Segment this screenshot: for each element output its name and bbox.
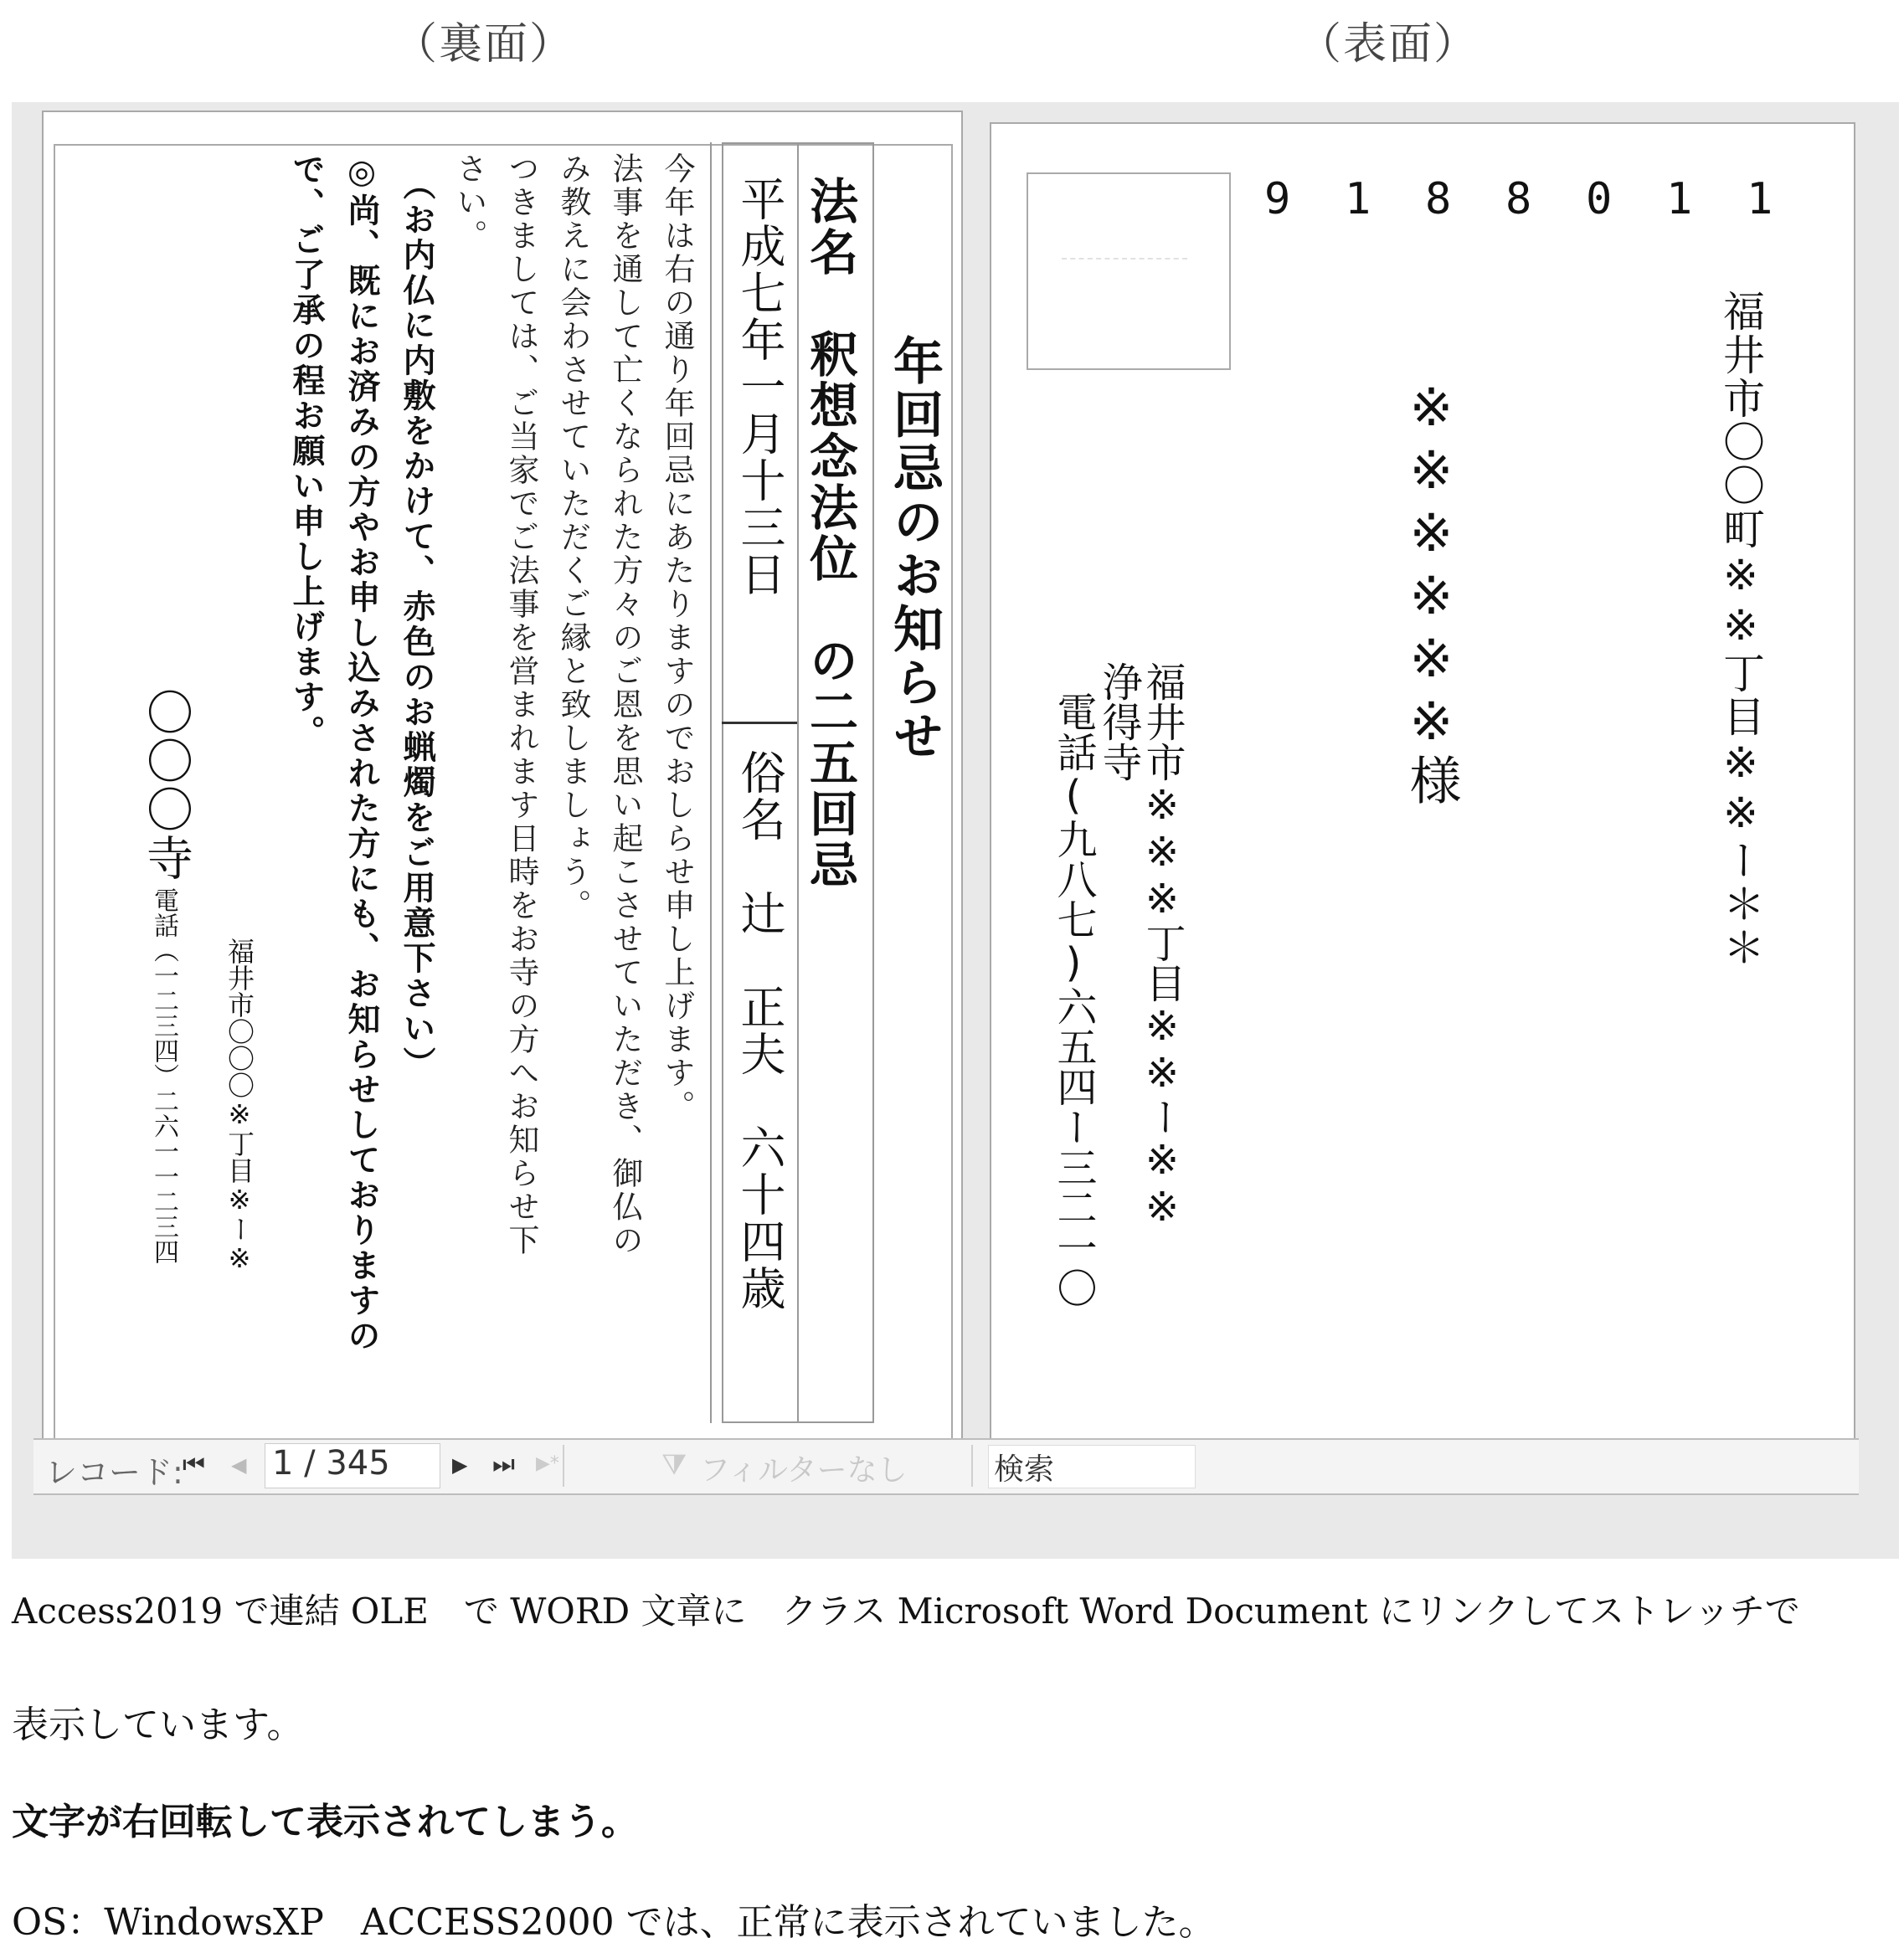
temple-name: 〇〇〇寺 [139,688,193,882]
stamp-box [1027,172,1231,370]
zip-digit: 0 [1586,174,1613,224]
body-line-3: み教えに会わさせていただくご縁と致しましょう。 [555,152,591,923]
recipient-address: 福井市〇〇町※※丁目※※ー＊＊ [1716,290,1765,969]
record-navigation-bar [33,1438,1859,1495]
sender-phone: 電話(九八七)六五四ー三二一〇 [1050,691,1097,1308]
search-box[interactable]: 検索 [988,1445,1196,1488]
body-line-1: 今年は右の通り年回忌にあたりますのでおしらせ申し上げます。 [659,152,695,1123]
front-side-heading: （表面） [1298,19,1479,69]
temple-address: 福井市〇〇〇※丁目※ー※ [224,938,255,1274]
next-record-button[interactable]: ▶ [452,1453,468,1477]
no-filter-button[interactable]: フィルターなし [700,1453,908,1488]
record-label: レコード: [45,1454,183,1491]
zip-digit: 1 [1666,174,1693,224]
filter-icon: ⧩ [661,1448,687,1482]
recipient-name: ※※※※※※様 [1401,377,1462,807]
note-line-3: で、ご了承の程お願い申し上げます。 [287,152,326,750]
back-side-heading: （裏面） [394,19,575,69]
sender-name: 浄得寺 [1095,661,1142,782]
caption-line-1: Access2019 で連結 OLE で WORD 文章に クラス Microsoft Word Document にリンクしてストレッチで [12,1591,1800,1632]
zip-digit: 9 [1264,174,1291,224]
nav-separator [971,1445,973,1487]
note-line-1: （お内仏に内敷をかけて、赤色のお蝋燭をご用意下さい） [398,167,436,1082]
note-line-2: ◎尚、既にお済みの方やお申し込みされた方にも、お知らせしておりますの [342,152,381,1354]
caption-line-2: 表示しています。 [12,1704,304,1746]
death-date: 平成七年一月十三日 [733,176,786,598]
stamp-mark-icon [1062,258,1187,276]
date-name-divider [722,722,797,724]
previous-record-button[interactable]: ◀ [231,1453,247,1477]
nav-separator [563,1445,564,1487]
zip-digit: 8 [1425,174,1452,224]
posthumous-name: 法名 釈想念法位 の二五回忌 [801,176,858,891]
record-position-input[interactable]: 1 / 345 [265,1443,440,1488]
temple-phone: 電話（一二三四）二六一一二三四 [149,887,178,1264]
memorial-box-divider [797,144,799,1421]
caption-line-3: 文字が右回転して表示されてしまう。 [12,1801,638,1843]
body-line-4: つきましては、ご当家でご法事を営まれます日時をお寺の方へお知らせ下 [503,152,539,1257]
body-line-5: さい。 [451,152,487,253]
new-record-button[interactable]: ▶* [536,1453,559,1474]
last-record-button[interactable]: ⏭ [492,1450,515,1479]
zip-digit: 1 [1747,174,1773,224]
notice-title: 年回忌のお知らせ [885,335,944,763]
body-line-2: 法事を通して亡くなられた方々のご恩を思い起こさせていただき、御仏の [607,152,643,1257]
zip-digit: 1 [1345,174,1371,224]
zip-digit: 8 [1505,174,1532,224]
secular-name: 俗名 辻 正夫 六十四歳 [733,749,786,1312]
caption-line-4: OS：WindowsXP ACCESS2000 では、正常に表示されていました。 [12,1901,1216,1944]
sender-address: 福井市※※※丁目※※ー※※ [1139,661,1186,1231]
first-record-button[interactable]: ⏮ [183,1450,205,1479]
